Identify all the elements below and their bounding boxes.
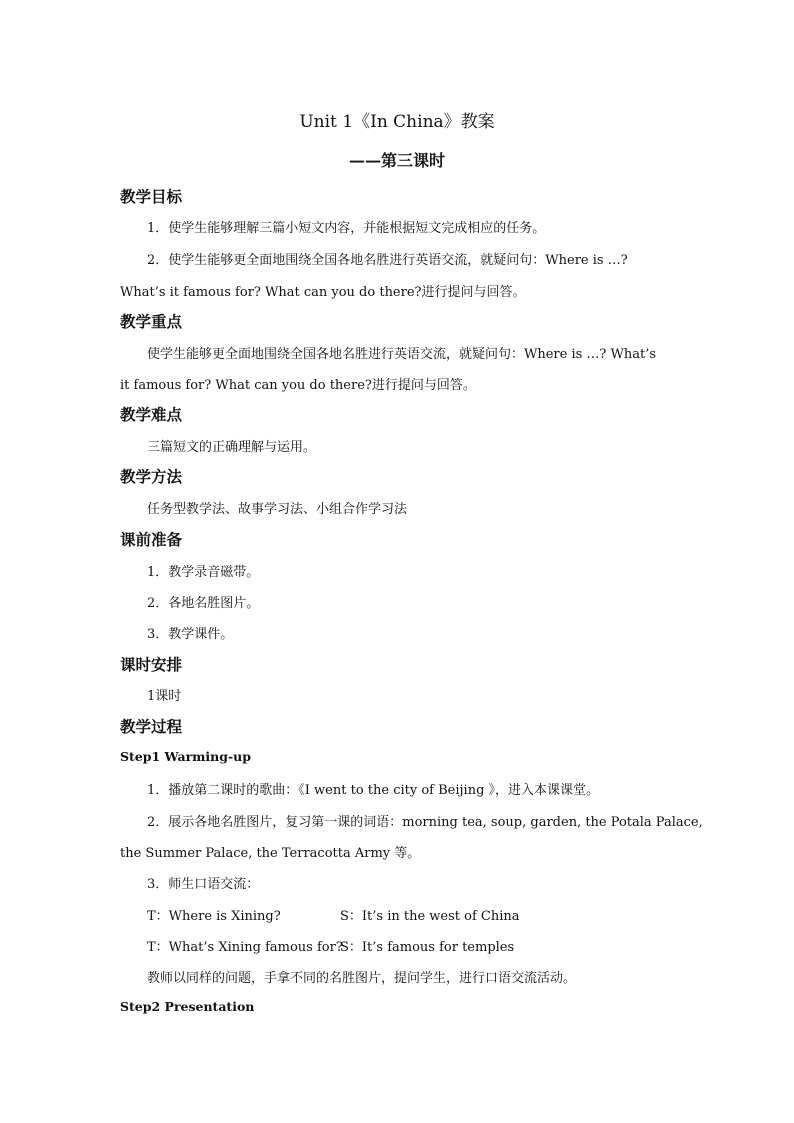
heading-preparation: 课前准备: [120, 530, 183, 549]
dialogue-student-2: S：It’s famous for temples: [340, 940, 515, 955]
heading-methods: 教学方法: [120, 467, 183, 486]
step1-item-2-line-1: 2．展示各地名胜图片，复习第一课的词语：morning tea, soup, garden, the Potala Palace,: [147, 815, 703, 830]
schedule-text: 1课时: [147, 689, 182, 704]
step1-item-2-line-2: the Summer Palace, the Terracotta Army 等。: [120, 846, 421, 861]
step1-note: 教师以同样的问题，手拿不同的名胜图片，提问学生，进行口语交流活动。: [147, 971, 577, 986]
key-points-line-2: it famous for? What can you do there?进行提问与回答。: [120, 378, 476, 393]
step1-item-3: 3．师生口语交流：: [147, 877, 260, 892]
heading-schedule: 课时安排: [120, 655, 183, 674]
preparation-item-1: 1．教学录音磁带。: [147, 565, 260, 580]
methods-text: 任务型教学法、故事学习法、小组合作学习法: [147, 502, 408, 517]
step1-title: Step1 Warming-up: [120, 749, 251, 764]
document-title: Unit 1《In China》教案: [299, 112, 495, 132]
preparation-item-2: 2．各地名胜图片。: [147, 596, 260, 611]
key-points-line-1: 使学生能够更全面地围绕全国各地名胜进行英语交流，就疑问句：Where is …? What’s: [147, 347, 657, 362]
heading-objectives: 教学目标: [120, 187, 183, 206]
document-subtitle: ——第三课时: [348, 151, 445, 170]
objective-item-1: 1．使学生能够理解三篇小短文内容，并能根据短文完成相应的任务。: [147, 221, 546, 236]
difficulties-text: 三篇短文的正确理解与运用。: [147, 440, 317, 455]
heading-difficulties: 教学难点: [120, 405, 183, 424]
dialogue-teacher-2: T：What’s Xining famous for?: [147, 940, 343, 955]
dialogue-teacher-1: T：Where is Xining?: [147, 909, 281, 924]
preparation-item-3: 3．教学课件。: [147, 627, 234, 642]
objective-item-2-line-2: What’s it famous for? What can you do there?进行提问与回答。: [120, 285, 526, 300]
heading-key-points: 教学重点: [120, 312, 183, 331]
step1-item-1: 1．播放第二课时的歌曲：《I went to the city of Beijing 》，进入本课课堂。: [147, 783, 600, 798]
heading-process: 教学过程: [120, 717, 183, 736]
dialogue-student-1: S：It’s in the west of China: [340, 909, 520, 924]
objective-item-2-line-1: 2．使学生能够更全面地围绕全国各地名胜进行英语交流，就疑问句：Where is …?: [147, 253, 628, 268]
step2-title: Step2 Presentation: [120, 999, 255, 1014]
